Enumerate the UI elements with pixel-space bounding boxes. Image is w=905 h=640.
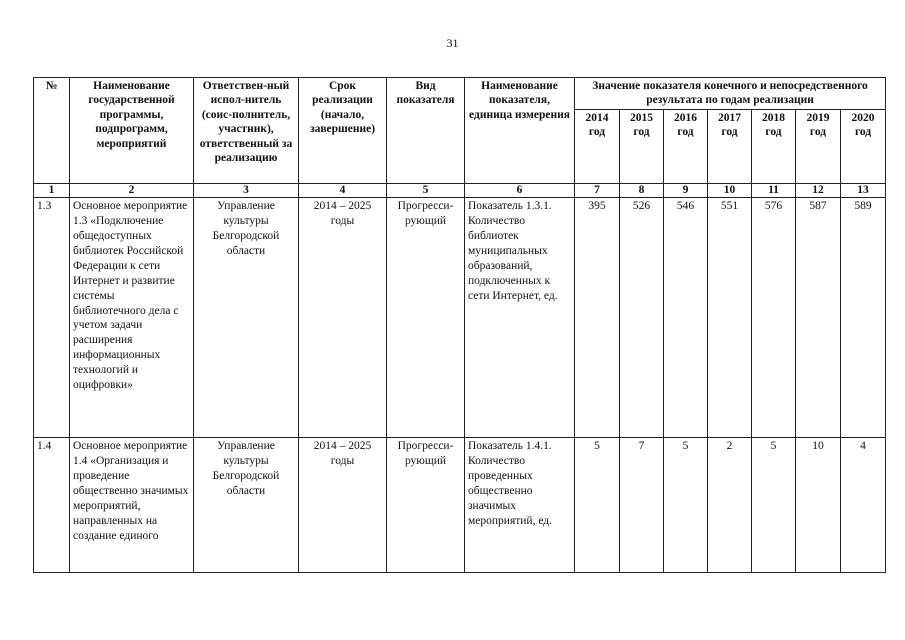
indicator-name: Показатель 1.3.1. Количество библиотек муниципальных образований, подключенных к сети Интернет, ед. (465, 197, 575, 437)
indicator-type: Прогресси-рующий (387, 437, 465, 572)
event-name: Основное мероприятие 1.3 «Подключение общедоступных библиотек Российской Федерации к сети Интернет и развитие системы библиотечного дела с учетом задачи расширения информационных технологий и оцифровки» (70, 197, 194, 437)
page-number: 31 (446, 36, 459, 50)
column-number: 12 (796, 183, 841, 197)
value-2014: 5 (575, 437, 620, 572)
header-year: 2018 год (752, 109, 796, 183)
indicator-name: Показатель 1.4.1. Количество проведенных общественно значимых мероприятий, ед. (465, 437, 575, 572)
column-number: 6 (465, 183, 575, 197)
column-number: 2 (70, 183, 194, 197)
header-term: Срок реализации (начало, завершение) (299, 78, 387, 184)
column-number: 11 (752, 183, 796, 197)
column-number: 1 (34, 183, 70, 197)
value-2020: 589 (841, 197, 886, 437)
header-year: 2016 год (664, 109, 708, 183)
column-number: 4 (299, 183, 387, 197)
row-number: 1.4 (34, 437, 70, 572)
value-2019: 10 (796, 437, 841, 572)
header-no: № (34, 78, 70, 184)
header-year: 2020 год (841, 109, 886, 183)
responsible-executor: Управление культуры Белгородской области (194, 437, 299, 572)
column-number: 5 (387, 183, 465, 197)
header-year: 2015 год (620, 109, 664, 183)
table-row (34, 197, 886, 437)
header-year: 2017 год (708, 109, 752, 183)
column-number: 7 (575, 183, 620, 197)
value-2016: 5 (664, 437, 708, 572)
value-2015: 526 (620, 197, 664, 437)
header-year: 2019 год (796, 109, 841, 183)
value-2020: 4 (841, 437, 886, 572)
header-responsible: Ответствен-ный испол-нитель (соис-полнитель, участник), ответственный за реализацию (194, 78, 299, 184)
header-type: Вид показателя (387, 78, 465, 184)
header-name: Наименование государственной программы, подпрограмм, мероприятий (70, 78, 194, 184)
value-2016: 546 (664, 197, 708, 437)
implementation-term: 2014 – 2025 годы (299, 197, 387, 437)
value-2019: 587 (796, 197, 841, 437)
indicator-type: Прогресси-рующий (387, 197, 465, 437)
value-2017: 551 (708, 197, 752, 437)
row-number: 1.3 (34, 197, 70, 437)
program-table (33, 77, 886, 573)
header-year: 2014 год (575, 109, 620, 183)
implementation-term: 2014 – 2025 годы (299, 437, 387, 572)
column-number-row (34, 183, 886, 197)
event-name: Основное мероприятие 1.4 «Организация и проведение общественно значимых мероприятий, направленных на создание единого (70, 437, 194, 572)
column-number: 10 (708, 183, 752, 197)
value-2018: 576 (752, 197, 796, 437)
header-indicator: Наименование показателя, единица измерения (465, 78, 575, 184)
column-number: 3 (194, 183, 299, 197)
value-2015: 7 (620, 437, 664, 572)
value-2017: 2 (708, 437, 752, 572)
header-values-group: Значение показателя конечного и непосредственного результата по годам реализации (575, 78, 886, 110)
table-row (34, 437, 886, 572)
value-2018: 5 (752, 437, 796, 572)
column-number: 13 (841, 183, 886, 197)
column-number: 8 (620, 183, 664, 197)
responsible-executor: Управление культуры Белгородской области (194, 197, 299, 437)
column-number: 9 (664, 183, 708, 197)
value-2014: 395 (575, 197, 620, 437)
